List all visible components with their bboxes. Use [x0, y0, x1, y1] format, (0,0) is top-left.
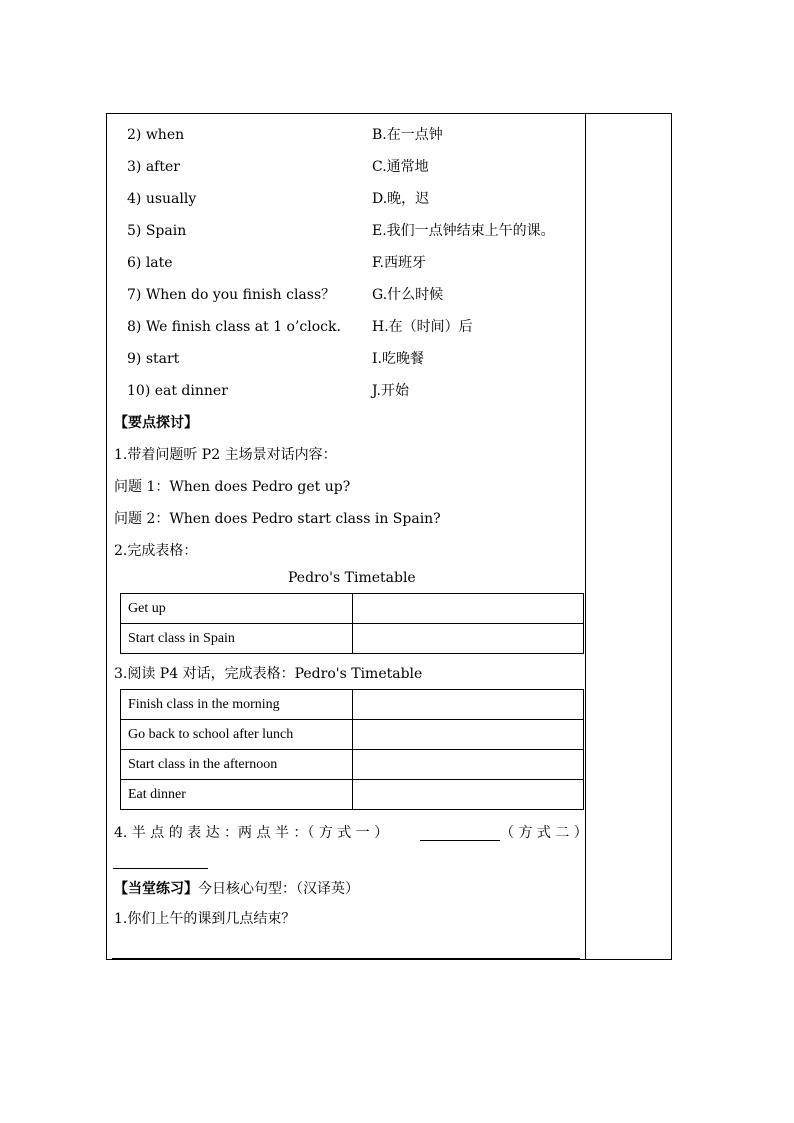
- match-right-item: E.我们一点钟结束上午的课。: [372, 223, 555, 239]
- table-row: [121, 594, 584, 624]
- section-heading-practice: 【当堂练习】: [114, 881, 198, 897]
- table-cell-answer[interactable]: [353, 750, 584, 780]
- practice-line: [114, 880, 359, 898]
- table-row: [121, 690, 584, 720]
- match-left-item: 9) start: [127, 351, 180, 367]
- match-left-item: 7) When do you finish class？: [127, 287, 336, 303]
- match-right-item: G.什么时候: [372, 287, 444, 303]
- match-left-item: 5) Spain: [127, 223, 187, 239]
- item-2-text: 2.完成表格：: [114, 543, 198, 559]
- table-cell-label: Finish class in the morning: [121, 690, 353, 720]
- table-cell-answer[interactable]: [353, 720, 584, 750]
- match-right-item: D.晚，迟: [372, 191, 430, 207]
- table-cell-label: Start class in the afternoon: [121, 750, 353, 780]
- table-row: [121, 624, 584, 654]
- timetable-1: [120, 593, 584, 654]
- match-right-item: J.开始: [372, 383, 409, 399]
- match-right-item: B.在一点钟: [372, 127, 443, 143]
- item-4-text-part1: 4. 半 点 的 表 达 ：两 点 半 ：（ 方 式 一 ）: [114, 825, 389, 841]
- match-left-item: 2) when: [127, 127, 185, 143]
- match-right-item: I.吃晚餐: [372, 351, 424, 367]
- table-row: [121, 780, 584, 810]
- section-heading-key-points: 【要点探讨】: [114, 415, 198, 431]
- item-1-text: 1.带着问题听 P2 主场景对话内容：: [114, 447, 337, 463]
- question-2: 问题 2：When does Pedro start class in Spain?: [114, 511, 441, 527]
- practice-question-1: 1.你们上午的课到几点结束？: [114, 911, 296, 927]
- answer-line[interactable]: [112, 958, 580, 960]
- table-cell-label: Get up: [121, 594, 353, 624]
- table-cell-answer[interactable]: [353, 780, 584, 810]
- match-right-item: F.西班牙: [372, 255, 426, 271]
- answer-blank-1[interactable]: [420, 840, 500, 841]
- item-4-text-part2: （ 方 式 二 ）: [500, 825, 588, 841]
- table-row: [121, 720, 584, 750]
- timetable-2: [120, 689, 584, 810]
- match-left-item: 3) after: [127, 159, 180, 175]
- table-cell-label: Eat dinner: [121, 780, 353, 810]
- match-left-item: 4) usually: [127, 191, 197, 207]
- match-left-item: 10) eat dinner: [127, 383, 228, 399]
- answer-blank-2[interactable]: [113, 868, 208, 869]
- question-1: 问题 1：When does Pedro get up?: [114, 479, 351, 495]
- item-3-text: 3.阅读 P4 对话，完成表格：Pedro's Timetable: [114, 666, 423, 682]
- practice-intro: 今日核心句型：（汉译英）: [198, 881, 359, 897]
- match-left-item: 8) We finish class at 1 o’clock.: [127, 319, 341, 335]
- table1-title: Pedro's Timetable: [288, 570, 416, 586]
- table-cell-answer[interactable]: [353, 594, 584, 624]
- match-right-item: H.在（时间）后: [372, 319, 473, 335]
- table-cell-label: Go back to school after lunch: [121, 720, 353, 750]
- match-right-item: C.通常地: [372, 159, 429, 175]
- table-cell-answer[interactable]: [353, 624, 584, 654]
- table-row: [121, 750, 584, 780]
- match-left-item: 6) late: [127, 255, 173, 271]
- table-cell-answer[interactable]: [353, 690, 584, 720]
- table-cell-label: Start class in Spain: [121, 624, 353, 654]
